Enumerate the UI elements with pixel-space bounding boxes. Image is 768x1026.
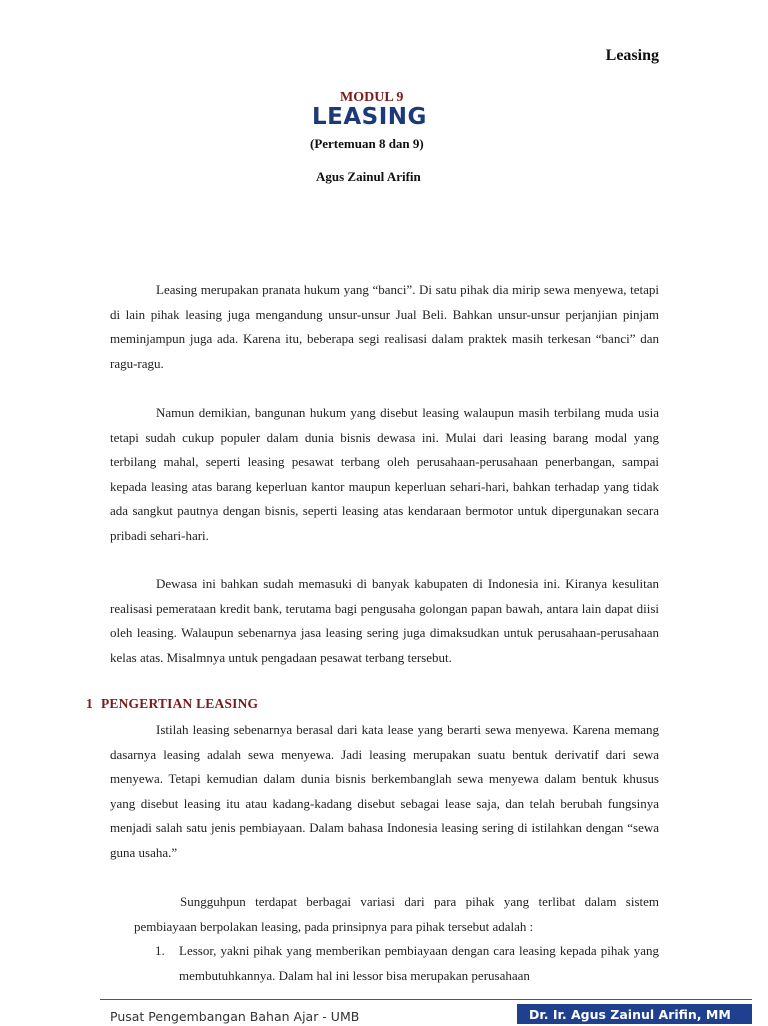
- section-number: 1: [86, 696, 93, 711]
- intro-paragraph-1: Leasing merupakan pranata hukum yang “banci”. Di satu pihak dia mirip sewa menyewa, tetapi di lain pihak leasing juga mengandung unsur-unsur Jual Beli. Bahkan unsur-unsur perjanjian pinjam meminjampun juga ada. Karena itu, beberapa segi realisasi dalam praktek masih terkesan “banci” dan ragu-ragu.: [110, 282, 659, 371]
- footer-institution: Pusat Pengembangan Bahan Ajar - UMB: [110, 1009, 360, 1024]
- section-title: PENGERTIAN LEASING: [100, 696, 259, 711]
- document-title: LEASING: [312, 104, 427, 130]
- running-header-title: Leasing: [605, 47, 659, 64]
- module-label: MODUL 9: [340, 90, 404, 105]
- section-paragraph-1: Istilah leasing sebenarnya berasal dari kata lease yang berarti sewa menyewa. Karena memang dasarnya leasing adalah sewa menyewa. Jadi leasing merupakan suatu bentuk derivatif dari sewa menyewa. Tetapi kemudian dalam dunia bisnis berkembanglah sewa menyewa dalam bentuk khusus yang disebut leasing itu atau kadang-kadang disebut sebagai lease saja, dan telah berubah fungsinya menjadi salah satu jenis pembiayaan. Dalam bahasa Indonesia leasing sering di istilahkan dengan “sewa guna usaha.”: [110, 722, 659, 860]
- author-name: Agus Zainul Arifin: [316, 169, 421, 184]
- intro-paragraph-2: Namun demikian, bangunan hukum yang disebut leasing walaupun masih terbilang muda usia tetapi sudah cukup populer dalam dunia bisnis dewasa ini. Mulai dari leasing barang modal yang terbilang mahal, seperti leasing pesawat terbang oleh perusahaan-perusahaan penerbangan, sampai kepada leasing atas barang keperluan kantor maupun keperluan sehari-hari, bahkan terhadap yang tidak ada sangkut pautnya dengan bisnis, seperti leasing atas kendaraan bermotor untuk dipergunakan secara pribadi sehari-hari.: [110, 405, 659, 543]
- parties-list: [155, 939, 659, 988]
- footer-author-badge: Dr. Ir. Agus Zainul Arifin, MM: [517, 1004, 752, 1024]
- section-heading: [86, 696, 258, 712]
- list-item-number: 1.: [155, 943, 165, 958]
- intro-paragraph-3: Dewasa ini bahkan sudah memasuki di banyak kabupaten di Indonesia ini. Kiranya kesulitan realisasi pemerataan kredit bank, terutama bagi pengusaha golongan papan bawah, antara lain dapat diisi oleh leasing. Walaupun sebenarnya jasa leasing sering juga dimaksudkan untuk perusahaan-perusahaan kelas atas. Misalmnya untuk pengadaan pesawat terbang tersebut.: [110, 576, 659, 665]
- footer-divider: [100, 999, 752, 1000]
- session-subtitle: (Pertemuan 8 dan 9): [310, 136, 424, 151]
- list-item: [155, 939, 659, 988]
- list-item-text: Lessor, yakni pihak yang memberikan pembiayaan dengan cara leasing kepada pihak yang membutuhkannya. Dalam hal ini lessor bisa merupakan perusahaan: [179, 943, 659, 983]
- section-paragraph-2: Sungguhpun terdapat berbagai variasi dari para pihak yang terlibat dalam sistem pembiayaan berpolakan leasing, pada prinsipnya para pihak tersebut adalah :: [134, 894, 659, 934]
